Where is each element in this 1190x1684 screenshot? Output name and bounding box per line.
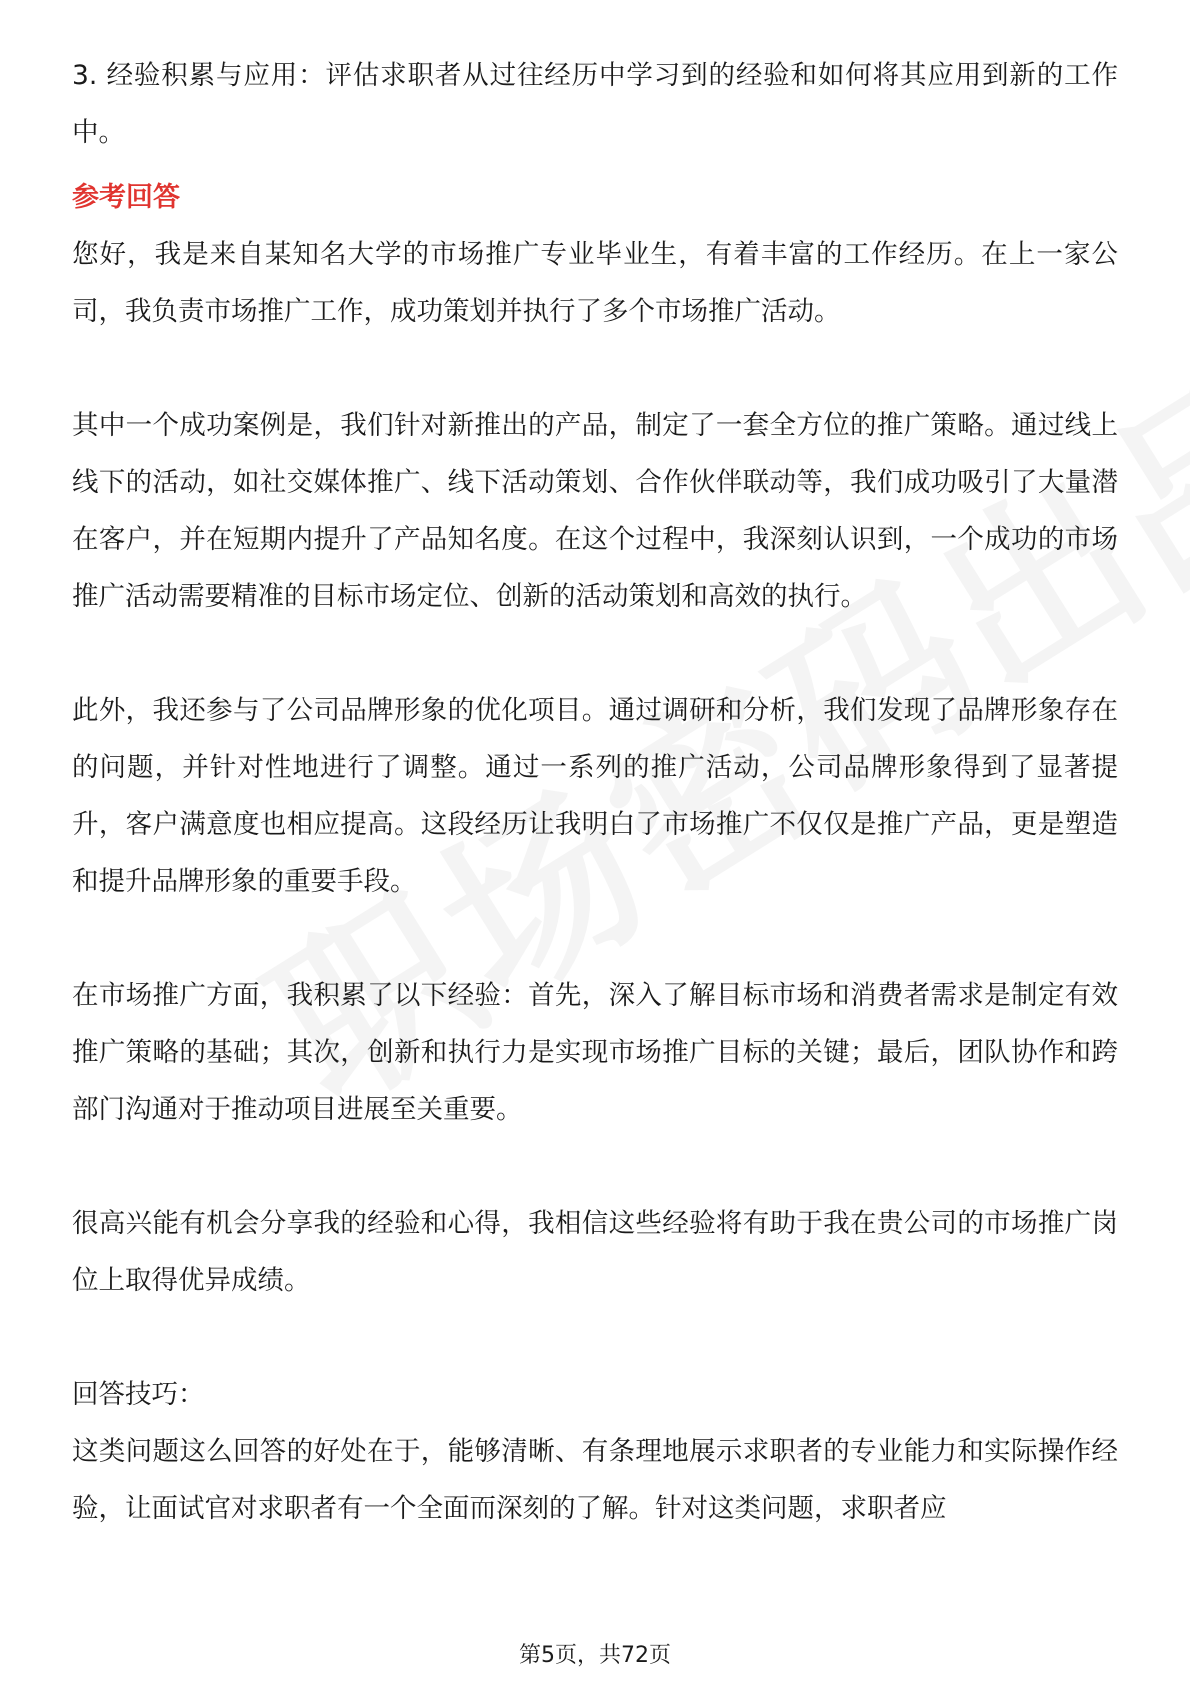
criterion-item-3: 3. 经验积累与应用：评估求职者从过往经历中学习到的经验和如何将其应用到新的工作中。	[72, 60, 1118, 148]
tips-heading: 回答技巧：	[72, 1379, 205, 1410]
answer-paragraph: 很高兴能有机会分享我的经验和心得，我相信这些经验将有助于我在贵公司的市场推广岗位上取得优异成绩。	[72, 1208, 1118, 1296]
document-body	[72, 47, 1118, 1537]
answer-paragraph: 您好，我是来自某知名大学的市场推广专业毕业生，有着丰富的工作经历。在上一家公司，我负责市场推广工作，成功策划并执行了多个市场推广活动。	[72, 239, 1118, 327]
spacer	[72, 1309, 1118, 1366]
answer-paragraph: 在市场推广方面，我积累了以下经验：首先，深入了解目标市场和消费者需求是制定有效推广策略的基础；其次，创新和执行力是实现市场推广目标的关键；最后，团队协作和跨部门沟通对于推动项目进展至关重要。	[72, 980, 1118, 1125]
answer-paragraph: 其中一个成功案例是，我们针对新推出的产品，制定了一套全方位的推广策略。通过线上线下的活动，如社交媒体推广、线下活动策划、合作伙伴联动等，我们成功吸引了大量潜在客户，并在短期内提升了产品知名度。在这个过程中，我深刻认识到，一个成功的市场推广活动需要精准的目标市场定位、创新的活动策划和高效的执行。	[72, 410, 1118, 612]
spacer	[72, 161, 1118, 169]
spacer	[72, 1138, 1118, 1195]
spacer	[72, 340, 1118, 397]
page-number: 第5页，共72页	[519, 1643, 671, 1668]
tips-paragraph: 这类问题这么回答的好处在于，能够清晰、有条理地展示求职者的专业能力和实际操作经验，让面试官对求职者有一个全面而深刻的了解。针对这类问题，求职者应	[72, 1436, 1118, 1524]
answer-paragraph: 此外，我还参与了公司品牌形象的优化项目。通过调研和分析，我们发现了品牌形象存在的问题，并针对性地进行了调整。通过一系列的推广活动，公司品牌形象得到了显著提升，客户满意度也相应提高。这段经历让我明白了市场推广不仅仅是推广产品，更是塑造和提升品牌形象的重要手段。	[72, 695, 1118, 897]
answer-heading: 参考回答	[72, 182, 180, 213]
spacer	[72, 910, 1118, 967]
spacer	[72, 625, 1118, 682]
